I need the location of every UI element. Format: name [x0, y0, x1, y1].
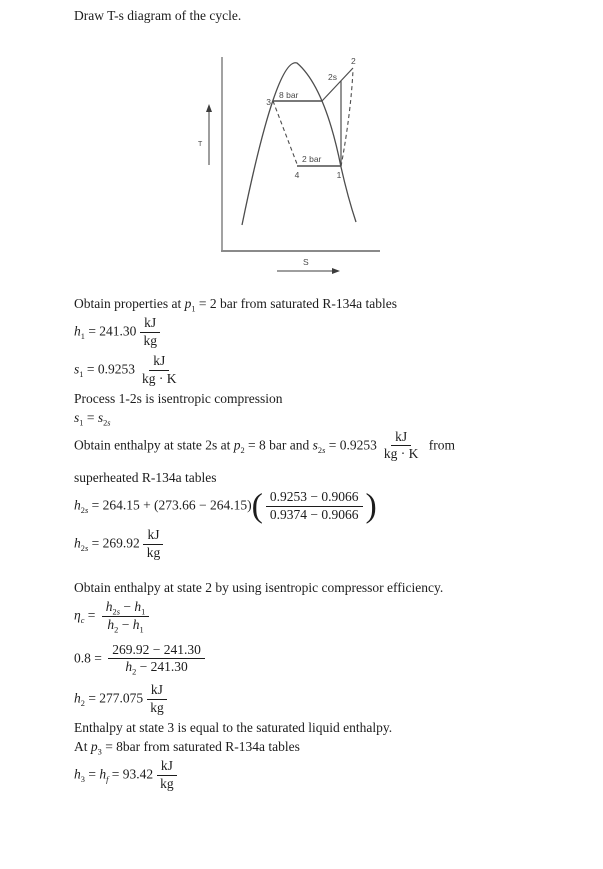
- label-8bar: 8 bar: [279, 90, 299, 100]
- text-obtain-enthalpy-2s: Obtain enthalpy at state 2s at $p_2 = 8$ bar and $s_{2s} = 0.9253$ $\frac{kJ}{kg \cdot K}$ from: [74, 428, 455, 462]
- equation-compressor-efficiency: $\eta_c$ = $\frac{h_{2s} - h_1}{h_2 - h_1}$: [74, 599, 583, 634]
- equation-h2-value: $h_2 = 277.075$ $\frac{kJ}{kg}$: [74, 682, 583, 717]
- t-axis-arrowhead-icon: [206, 104, 212, 112]
- label-2bar: 2 bar: [302, 154, 322, 164]
- equation-h3: $h_3 = h_f = 93.42$ $\frac{kJ}{kg}$: [74, 758, 583, 793]
- state-label-3: 3: [266, 97, 271, 107]
- fraction: $\frac{kJ}{kg}$: [146, 682, 168, 717]
- superheat-isobar-line: [322, 68, 353, 101]
- equation-efficiency-numeric: 0.8 = $\frac{269.92 - 241.30}{h_2 - 241.30}$: [74, 642, 583, 677]
- t-axis-label: T: [198, 141, 203, 148]
- state-label-2s: 2s: [328, 72, 337, 82]
- page-title: Draw T-s diagram of the cycle.: [74, 8, 242, 23]
- s-axis-arrowhead-icon: [332, 268, 340, 274]
- fraction: $\frac{kJ}{kg}$: [156, 758, 178, 793]
- equation-h1: $h_1 = 241.30$ $\frac{kJ}{kg}$: [74, 315, 583, 350]
- fraction: $\frac{h_{2s} - h_1}{h_2 - h_1}$: [102, 599, 150, 634]
- text-superheated-tables: superheated R-134a tables: [74, 470, 217, 486]
- fraction: $\frac{kJ}{kg}$: [143, 527, 165, 562]
- fraction: $\frac{kJ}{kg \cdot K}$: [383, 428, 419, 462]
- equation-s1: $s_1 = 0.9253$ $\frac{kJ}{kg \cdot K}$: [74, 353, 583, 388]
- text-obtain-enthalpy-2: Obtain enthalpy at state 2 by using isentropic compressor efficiency.: [74, 579, 444, 595]
- fraction: $\frac{0.9253 - 0.9066}{0.9374 - 0.9066}$: [266, 489, 363, 524]
- ts-diagram: [190, 50, 402, 288]
- equation-h2s-value: $h_{2s} = 269.92$ $\frac{kJ}{kg}$: [74, 527, 583, 562]
- equation-h2s-interpolation: $h_{2s} = 264.15 + (273.66 - 264.15)$( $\frac{0.9253 - 0.9066}{0.9374 - 0.9066}$ ): [74, 487, 377, 525]
- s-axis-label: S: [303, 257, 309, 267]
- state-label-1: 1: [336, 170, 342, 180]
- vapor-dome-curve: [242, 63, 356, 225]
- fraction: $\frac{269.92 - 241.30}{h_2 - 241.30}$: [108, 642, 205, 677]
- fraction: $\frac{kJ}{kg \cdot K}$: [141, 352, 177, 386]
- text-process-1-2s: Process 1-2s is isentropic compression: [74, 390, 283, 406]
- fraction: $\frac{kJ}{kg}$: [139, 315, 161, 350]
- state-label-2: 2: [351, 56, 356, 66]
- state-label-4: 4: [294, 170, 300, 180]
- text-at-p3: At $p_3 = 8bar$ from saturated R-134a tables: [74, 739, 300, 757]
- throttling-dashed-line: [273, 101, 297, 164]
- equation-s1-equals-s2s: $s_1 = s_{2s}$: [74, 409, 111, 428]
- actual-compression-dashed-line: [341, 70, 353, 167]
- ts-diagram-figure: [74, 50, 583, 288]
- instruction-obtain-properties: Obtain properties at $p_1 = 2$ bar from saturated R-134a tables: [74, 296, 397, 314]
- text-enthalpy-state-3: Enthalpy at state 3 is equal to the saturated liquid enthalpy.: [74, 720, 393, 735]
